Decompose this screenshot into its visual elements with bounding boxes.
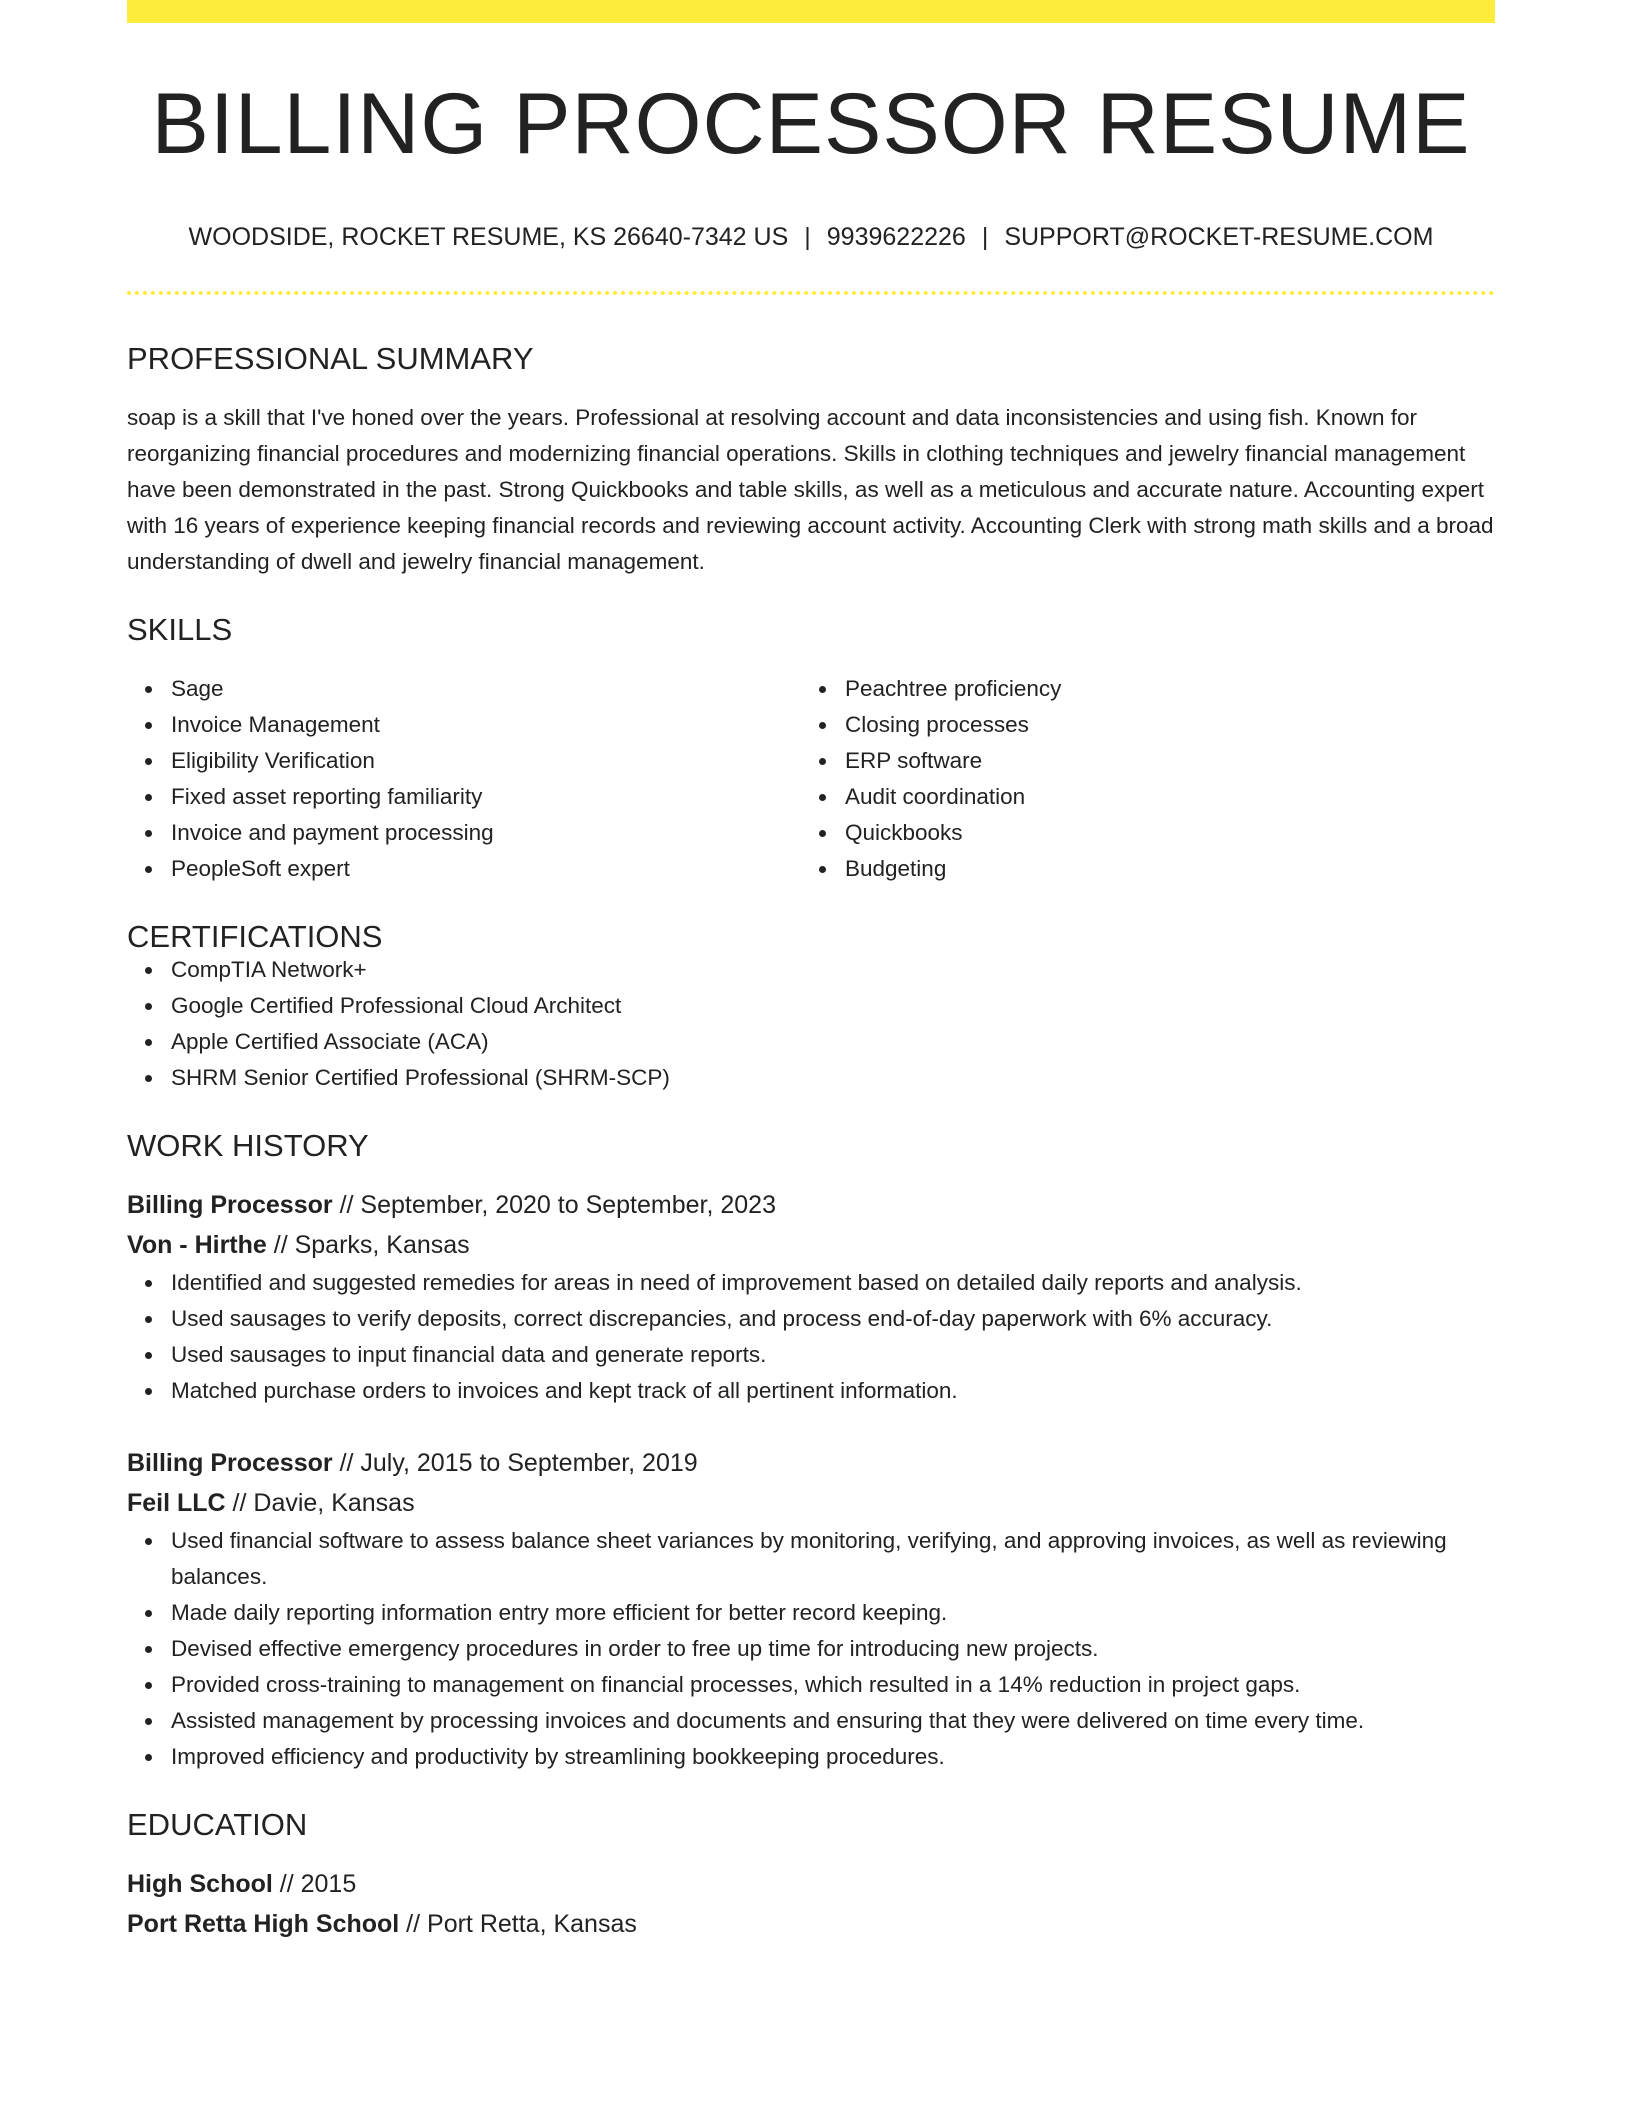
contact-address: WOODSIDE, ROCKET RESUME, KS 26640-7342 US xyxy=(188,223,789,251)
job-bullets xyxy=(127,1265,1495,1409)
job-bullet: Identified and suggested remedies for areas in need of improvement based on detailed daily reports and analysis. xyxy=(171,1265,1495,1301)
contact-separator: | xyxy=(981,223,989,251)
job-bullet: Assisted management by processing invoices and documents and ensuring that they were delivered on time every time. xyxy=(171,1703,1495,1739)
job-bullet: Used financial software to assess balance sheet variances by monitoring, verifying, and approving invoices, as well as reviewing balances. xyxy=(171,1523,1495,1595)
skill-item: Invoice and payment processing xyxy=(171,815,801,851)
skills-grid xyxy=(127,671,1495,887)
contact-email: SUPPORT@ROCKET-RESUME.COM xyxy=(1004,223,1434,251)
job-bullet: Provided cross-training to management on financial processes, which resulted in a 14% reduction in project gaps. xyxy=(171,1667,1495,1703)
skill-item: Closing processes xyxy=(845,707,1475,743)
job-dates: // September, 2020 to September, 2023 xyxy=(332,1191,776,1219)
job-title-line xyxy=(127,1185,1495,1225)
header-divider xyxy=(127,291,1495,295)
skill-item: Audit coordination xyxy=(845,779,1475,815)
certifications-list xyxy=(127,952,1495,1096)
job-location: // Sparks, Kansas xyxy=(266,1231,470,1259)
skills-column-left xyxy=(127,671,801,887)
job-bullets xyxy=(127,1523,1495,1775)
contact-line xyxy=(127,225,1495,250)
summary-text: soap is a skill that I've honed over the years. Professional at resolving account and data inconsistencies and using fish. Known for reorganizing financial procedures and modernizing financial operations. Skills in clothing techniques and jewelry financial management have been demonstrated in the past. Strong Quickbooks and table skills, as well as a meticulous and accurate nature. Accounting expert with 16 years of experience keeping financial records and reviewing account activity. Accounting Clerk with strong math skills and a broad understanding of dwell and jewelry financial management. xyxy=(127,405,1494,574)
skill-item: ERP software xyxy=(845,743,1475,779)
job-location: // Davie, Kansas xyxy=(225,1489,415,1517)
contact-phone: 9939622226 xyxy=(826,223,966,251)
resume-title: BILLING PROCESSOR RESUME xyxy=(151,76,1471,172)
job-bullet: Devised effective emergency procedures in order to free up time for introducing new projects. xyxy=(171,1631,1495,1667)
job-dates: // July, 2015 to September, 2019 xyxy=(332,1449,698,1477)
work-history-heading: WORK HISTORY xyxy=(127,1128,369,1163)
skill-item: Fixed asset reporting familiarity xyxy=(171,779,801,815)
skill-item: Quickbooks xyxy=(845,815,1475,851)
job-company: Von - Hirthe xyxy=(127,1231,267,1259)
skill-item: Sage xyxy=(171,671,801,707)
job-company-line xyxy=(127,1225,1495,1265)
education-degree-line xyxy=(127,1864,1495,1904)
certifications-heading: CERTIFICATIONS xyxy=(127,919,383,954)
certification-item: Google Certified Professional Cloud Architect xyxy=(171,988,1495,1024)
skill-item: Eligibility Verification xyxy=(171,743,801,779)
certification-item: SHRM Senior Certified Professional (SHRM-SCP) xyxy=(171,1060,1495,1096)
contact-separator: | xyxy=(804,223,811,251)
job-bullet: Matched purchase orders to invoices and kept track of all pertinent information. xyxy=(171,1373,1495,1409)
job-bullet: Made daily reporting information entry more efficient for better record keeping. xyxy=(171,1595,1495,1631)
skills-heading: SKILLS xyxy=(127,612,233,647)
education-degree: High School xyxy=(127,1870,273,1898)
resume-page xyxy=(127,0,1495,1944)
education-school-line xyxy=(127,1904,1495,1944)
skill-item: Peachtree proficiency xyxy=(845,671,1475,707)
job-company: Feil LLC xyxy=(127,1489,226,1517)
job-bullet: Used sausages to verify deposits, correct discrepancies, and process end-of-day paperwork with 6% accuracy. xyxy=(171,1301,1495,1337)
education-school: Port Retta High School xyxy=(127,1910,400,1938)
skill-item: PeopleSoft expert xyxy=(171,851,801,887)
job-title: Billing Processor xyxy=(127,1449,333,1477)
summary-heading: PROFESSIONAL SUMMARY xyxy=(127,341,534,376)
education-year: // 2015 xyxy=(272,1870,357,1898)
skill-item: Invoice Management xyxy=(171,707,801,743)
skill-item: Budgeting xyxy=(845,851,1475,887)
job-title: Billing Processor xyxy=(127,1191,333,1219)
education-heading: EDUCATION xyxy=(127,1807,308,1842)
certification-item: CompTIA Network+ xyxy=(171,952,1495,988)
job-company-line xyxy=(127,1483,1495,1523)
certification-item: Apple Certified Associate (ACA) xyxy=(171,1024,1495,1060)
job-bullet: Used sausages to input financial data and generate reports. xyxy=(171,1337,1495,1373)
job-bullet: Improved efficiency and productivity by streamlining bookkeeping procedures. xyxy=(171,1739,1495,1775)
job-title-line xyxy=(127,1443,1495,1483)
education-location: // Port Retta, Kansas xyxy=(399,1910,637,1938)
skills-column-right xyxy=(801,671,1475,887)
accent-bar xyxy=(127,0,1495,23)
